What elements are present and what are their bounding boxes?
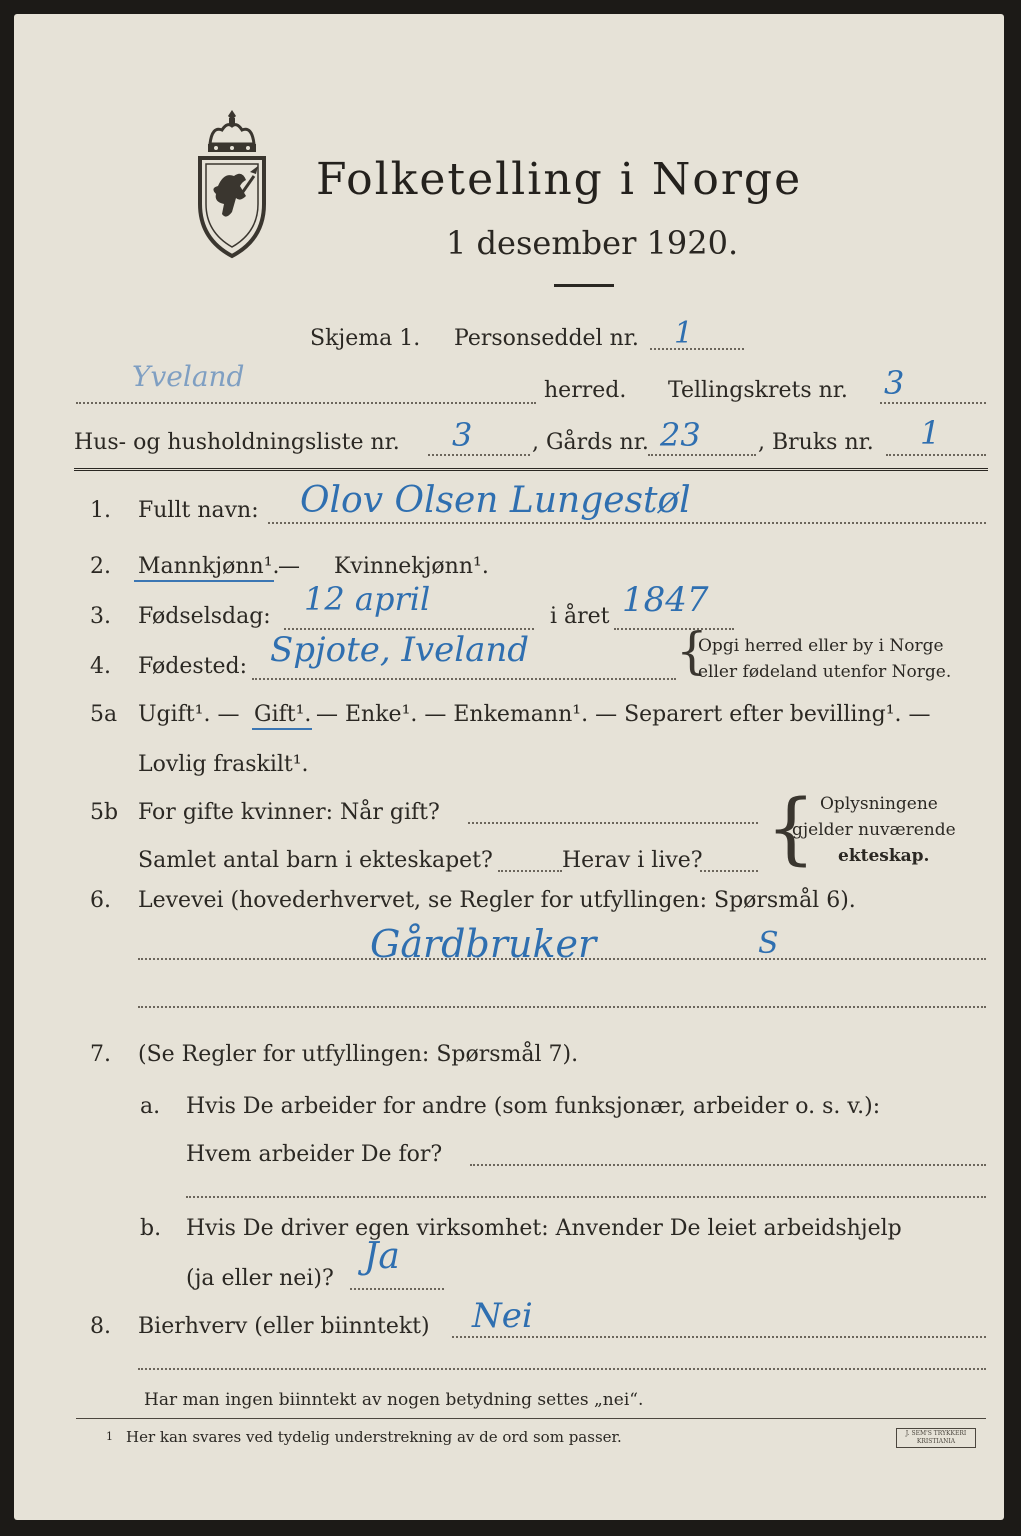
- q6-label: Levevei (hovederhvervet, se Regler for utfyllingen: Spørsmål 6).: [138, 888, 856, 913]
- q2-male: Mannkjønn¹.: [138, 554, 280, 579]
- herred-line: [76, 402, 536, 404]
- q8-number: 8.: [90, 1314, 111, 1339]
- tellingskrets-value: 3: [884, 364, 905, 402]
- census-form-page: [14, 14, 1004, 1520]
- q5b-line2b: Herav i live?: [562, 848, 703, 873]
- q2-number: 2.: [90, 554, 111, 579]
- q5a-line2: Lovlig fraskilt¹.: [138, 752, 309, 777]
- q5b-bracket: {: [766, 784, 816, 874]
- q4-note-2: eller fødeland utenfor Norge.: [698, 662, 952, 682]
- q7a-line2: Hvem arbeider De for?: [186, 1142, 443, 1167]
- q2-male-underline: [134, 580, 274, 582]
- q5b-line2a-dots: [498, 870, 562, 872]
- tellingskrets-label: Tellingskrets nr.: [668, 378, 848, 403]
- q2-female: Kvinnekjønn¹.: [334, 554, 489, 579]
- q6-number: 6.: [90, 888, 111, 913]
- q1-line: [268, 522, 986, 524]
- bruks-value: 1: [920, 414, 941, 452]
- personseddel-line: [650, 348, 744, 350]
- q5a-gift: Gift¹.: [254, 702, 312, 727]
- footnote-text: Her kan svares ved tydelig understrekning av de ord som passer.: [126, 1428, 622, 1446]
- q3-year-value: 1847: [622, 580, 709, 620]
- header-separator: [74, 468, 988, 471]
- skjema-label: Skjema 1.: [310, 326, 421, 351]
- hus-value: 3: [452, 416, 473, 454]
- q7-number: 7.: [90, 1042, 111, 1067]
- q3-year-label: i året: [550, 604, 610, 629]
- hus-line: [428, 454, 530, 456]
- footer-instruction: Har man ingen biinntekt av nogen betydning settes „nei“.: [144, 1390, 644, 1410]
- q3-number: 3.: [90, 604, 111, 629]
- form-title: Folketelling i Norge: [316, 154, 803, 205]
- q7b-letter: b.: [140, 1216, 162, 1241]
- form-date: 1 desember 1920.: [446, 224, 739, 262]
- q7a-line-2: [186, 1196, 986, 1198]
- q7a-line: [470, 1164, 986, 1166]
- gards-label: , Gårds nr.: [532, 430, 649, 455]
- q5b-line: [468, 822, 758, 824]
- q5b-number: 5b: [90, 800, 119, 825]
- tellingskrets-line: [880, 402, 986, 404]
- q4-line: [252, 678, 676, 680]
- q3-label: Fødselsdag:: [138, 604, 271, 629]
- q8-line: [452, 1336, 986, 1338]
- q3-year-line: [614, 628, 734, 630]
- q8-label: Bierhverv (eller biinntekt): [138, 1314, 430, 1339]
- personseddel-value: 1: [674, 316, 694, 351]
- q7b-line2: (ja eller nei)?: [186, 1266, 334, 1291]
- q5a-number: 5a: [90, 702, 118, 727]
- q6-value: Gårdbruker: [370, 922, 597, 966]
- q7-label: (Se Regler for utfyllingen: Spørsmål 7).: [138, 1042, 579, 1067]
- bruks-label: , Bruks nr.: [758, 430, 874, 455]
- q3-value: 12 april: [304, 580, 431, 618]
- q4-number: 4.: [90, 654, 111, 679]
- q4-note-1: Opgi herred eller by i Norge: [698, 636, 944, 656]
- herred-label: herred.: [544, 378, 627, 403]
- q7b-value: Ja: [364, 1236, 400, 1277]
- gards-value: 23: [660, 416, 701, 454]
- q5a-ugift: Ugift¹. —: [138, 702, 240, 727]
- q5a-rest: — Enke¹. — Enkemann¹. — Separert efter bevilling¹. —: [316, 702, 931, 727]
- q5b-note-1: Oplysningene: [820, 794, 938, 814]
- coat-of-arms-icon: [192, 104, 272, 264]
- q7a-text: Hvis De arbeider for andre (som funksjonær, arbeider o. s. v.):: [186, 1094, 881, 1119]
- q7b-line: [350, 1288, 444, 1290]
- footnote-number: 1: [106, 1430, 113, 1443]
- q4-bracket: {: [676, 622, 708, 680]
- q6-code: S: [758, 926, 779, 961]
- q4-value: Spjote, Iveland: [270, 630, 530, 670]
- bruks-line: [886, 454, 986, 456]
- printer-stamp: J. SEM'S TRYKKERI KRISTIANIA: [896, 1428, 976, 1448]
- q5b-note-3: ekteskap.: [838, 846, 930, 866]
- hus-label: Hus- og husholdningsliste nr.: [74, 430, 400, 455]
- q5a-gift-underline: [252, 728, 312, 730]
- q4-label: Fødested:: [138, 654, 248, 679]
- title-divider: [554, 284, 614, 287]
- q7a-letter: a.: [140, 1094, 161, 1119]
- q5b-line2b-dots: [700, 870, 758, 872]
- q8-value: Nei: [472, 1296, 533, 1336]
- q1-value: Olov Olsen Lungestøl: [300, 480, 691, 521]
- q6-line-2: [138, 1006, 986, 1008]
- footnote-separator: [76, 1418, 986, 1419]
- personseddel-label: Personseddel nr.: [454, 326, 639, 351]
- q5b-line2a: Samlet antal barn i ekteskapet?: [138, 848, 493, 873]
- q1-label: Fullt navn:: [138, 498, 259, 523]
- q2-separator: —: [278, 554, 300, 579]
- q7b-text: Hvis De driver egen virksomhet: Anvender De leiet arbeidshjelp: [186, 1216, 902, 1241]
- q5b-note-2: gjelder nuværende: [792, 820, 956, 840]
- gards-line: [648, 454, 756, 456]
- herred-value: Yveland: [132, 360, 245, 393]
- q5b-label: For gifte kvinner: Når gift?: [138, 800, 440, 825]
- q8-line-2: [138, 1368, 986, 1370]
- q1-number: 1.: [90, 498, 111, 523]
